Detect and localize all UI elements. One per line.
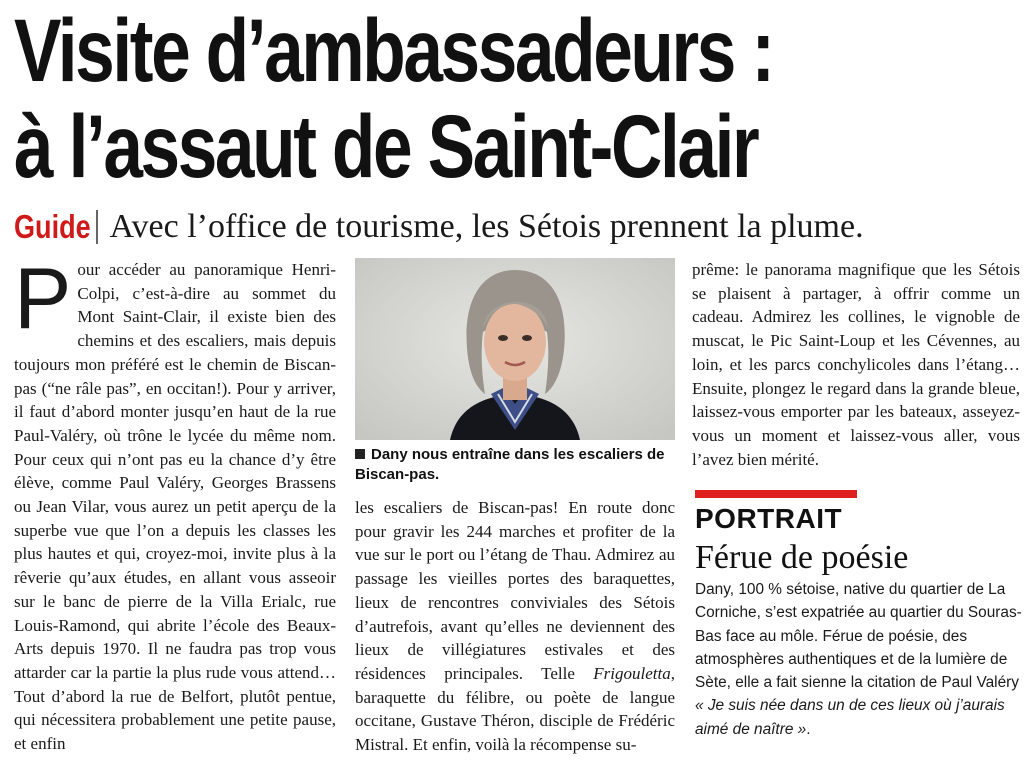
caption-text: Dany nous entraîne dans les escaliers de Biscan-pas. — [355, 446, 665, 483]
column-2-text-end: , baraquette du félibre, ou poète de langue occitane, Gustave Théron, disciple de Frédéric Mistral. Et enfin, voilà la récompense su- — [355, 663, 675, 755]
headline-line-2: à l’assaut de Saint-Clair — [14, 96, 758, 196]
headline-line-1: Visite d’ambassadeurs : — [14, 0, 773, 100]
caption-bullet-icon — [355, 449, 365, 459]
deck-separator — [96, 210, 98, 244]
article-column-3 — [692, 258, 1020, 471]
portrait-title: Férue de poésie — [695, 539, 909, 576]
portrait-body — [695, 578, 1025, 741]
deck-text: Avec l’office de tourisme, les Sétois prennent la plume. — [109, 208, 864, 245]
photo — [355, 258, 675, 440]
deck — [14, 208, 864, 252]
portrait-quote: « Je suis née dans un de ces lieux où j’aurais aimé de naître » — [695, 697, 1005, 738]
column-3-text: prême: le panorama magnifique que les Sétois se plaisent à partager, à offrir comme un cadeau. Admirez les collines, le vignoble de muscat, le Pic Saint-Loup et les Cévennes, au loin, et les parcs conchylicoles dans l’étang… Ensuite, plongez le regard dans la grande bleue, laissez-vous emporter par les bateaux, asseyez-vous un moment et laissez-vous aller, vous l’avez bien mérité. — [692, 260, 1020, 469]
portrait-end: . — [806, 720, 811, 738]
portrait-divider-bar — [695, 490, 857, 498]
deck-label: Guide — [14, 208, 91, 245]
article-column-2 — [355, 496, 675, 757]
photo-caption — [355, 445, 675, 485]
portrait-photo-illustration — [355, 258, 675, 440]
column-1-text: our accéder au panoramique Henri-Colpi, c’est-à-dire au sommet du Mont Saint-Clair, il existe bien des chemins et des escaliers, mais depuis toujours mon préféré est le chemin de Biscan-pas (“ne râle pas”, en occitan!). Pour y arriver, il faut d’abord monter jusqu’en haut de la rue Paul-Valéry, où trône le lycée du même nom. Pour ceux qui n’ont pas eu la chance d’y être élève, comme Paul Valéry, Georges Brassens ou Jean Vilar, vous aurez un petit aperçu de la superbe vue que l’on a depuis les classes les plus hautes et qui, croyez-moi, invite plus à la rêverie qu’aux études, en allant vous asseoir sur le banc de pierre de la Villa Erialc, rue Louis-Ramond, qui abrite l’école des Beaux-Arts depuis 1970. Il ne faudra pas trop vous attarder car la partie la plus rude vous attend… Tout d’abord la rue de Belfort, plutôt pentue, qui nécessitera probablement une petite pause, et enfin — [14, 260, 336, 754]
column-2-italic: Frigouletta — [593, 663, 671, 683]
portrait-text: Dany, 100 % sétoise, native du quartier de La Corniche, s’est expatriée au quartier du Souras-Bas face au môle. Férue de poésie, des atmosphères authentiques et de la lumière de Sète, elle a fait sienne la citation de Paul Valéry — [695, 581, 1022, 692]
headline — [14, 2, 822, 194]
column-2-text: les escaliers de Biscan-pas! En route donc pour gravir les 244 marches et profiter de la vue sur le port ou l’étang de Thau. Admirez au passage les vieilles portes des baraquettes, lieux de rencontres conviviales des Sétois d’autrefois, avant qu’elles ne deviennent des lieux de villégiatures estivales et des résidences principales. Telle — [355, 498, 675, 683]
drop-cap: P — [14, 251, 72, 347]
article-column-1 — [14, 251, 336, 756]
portrait-label: PORTRAIT — [695, 503, 843, 534]
